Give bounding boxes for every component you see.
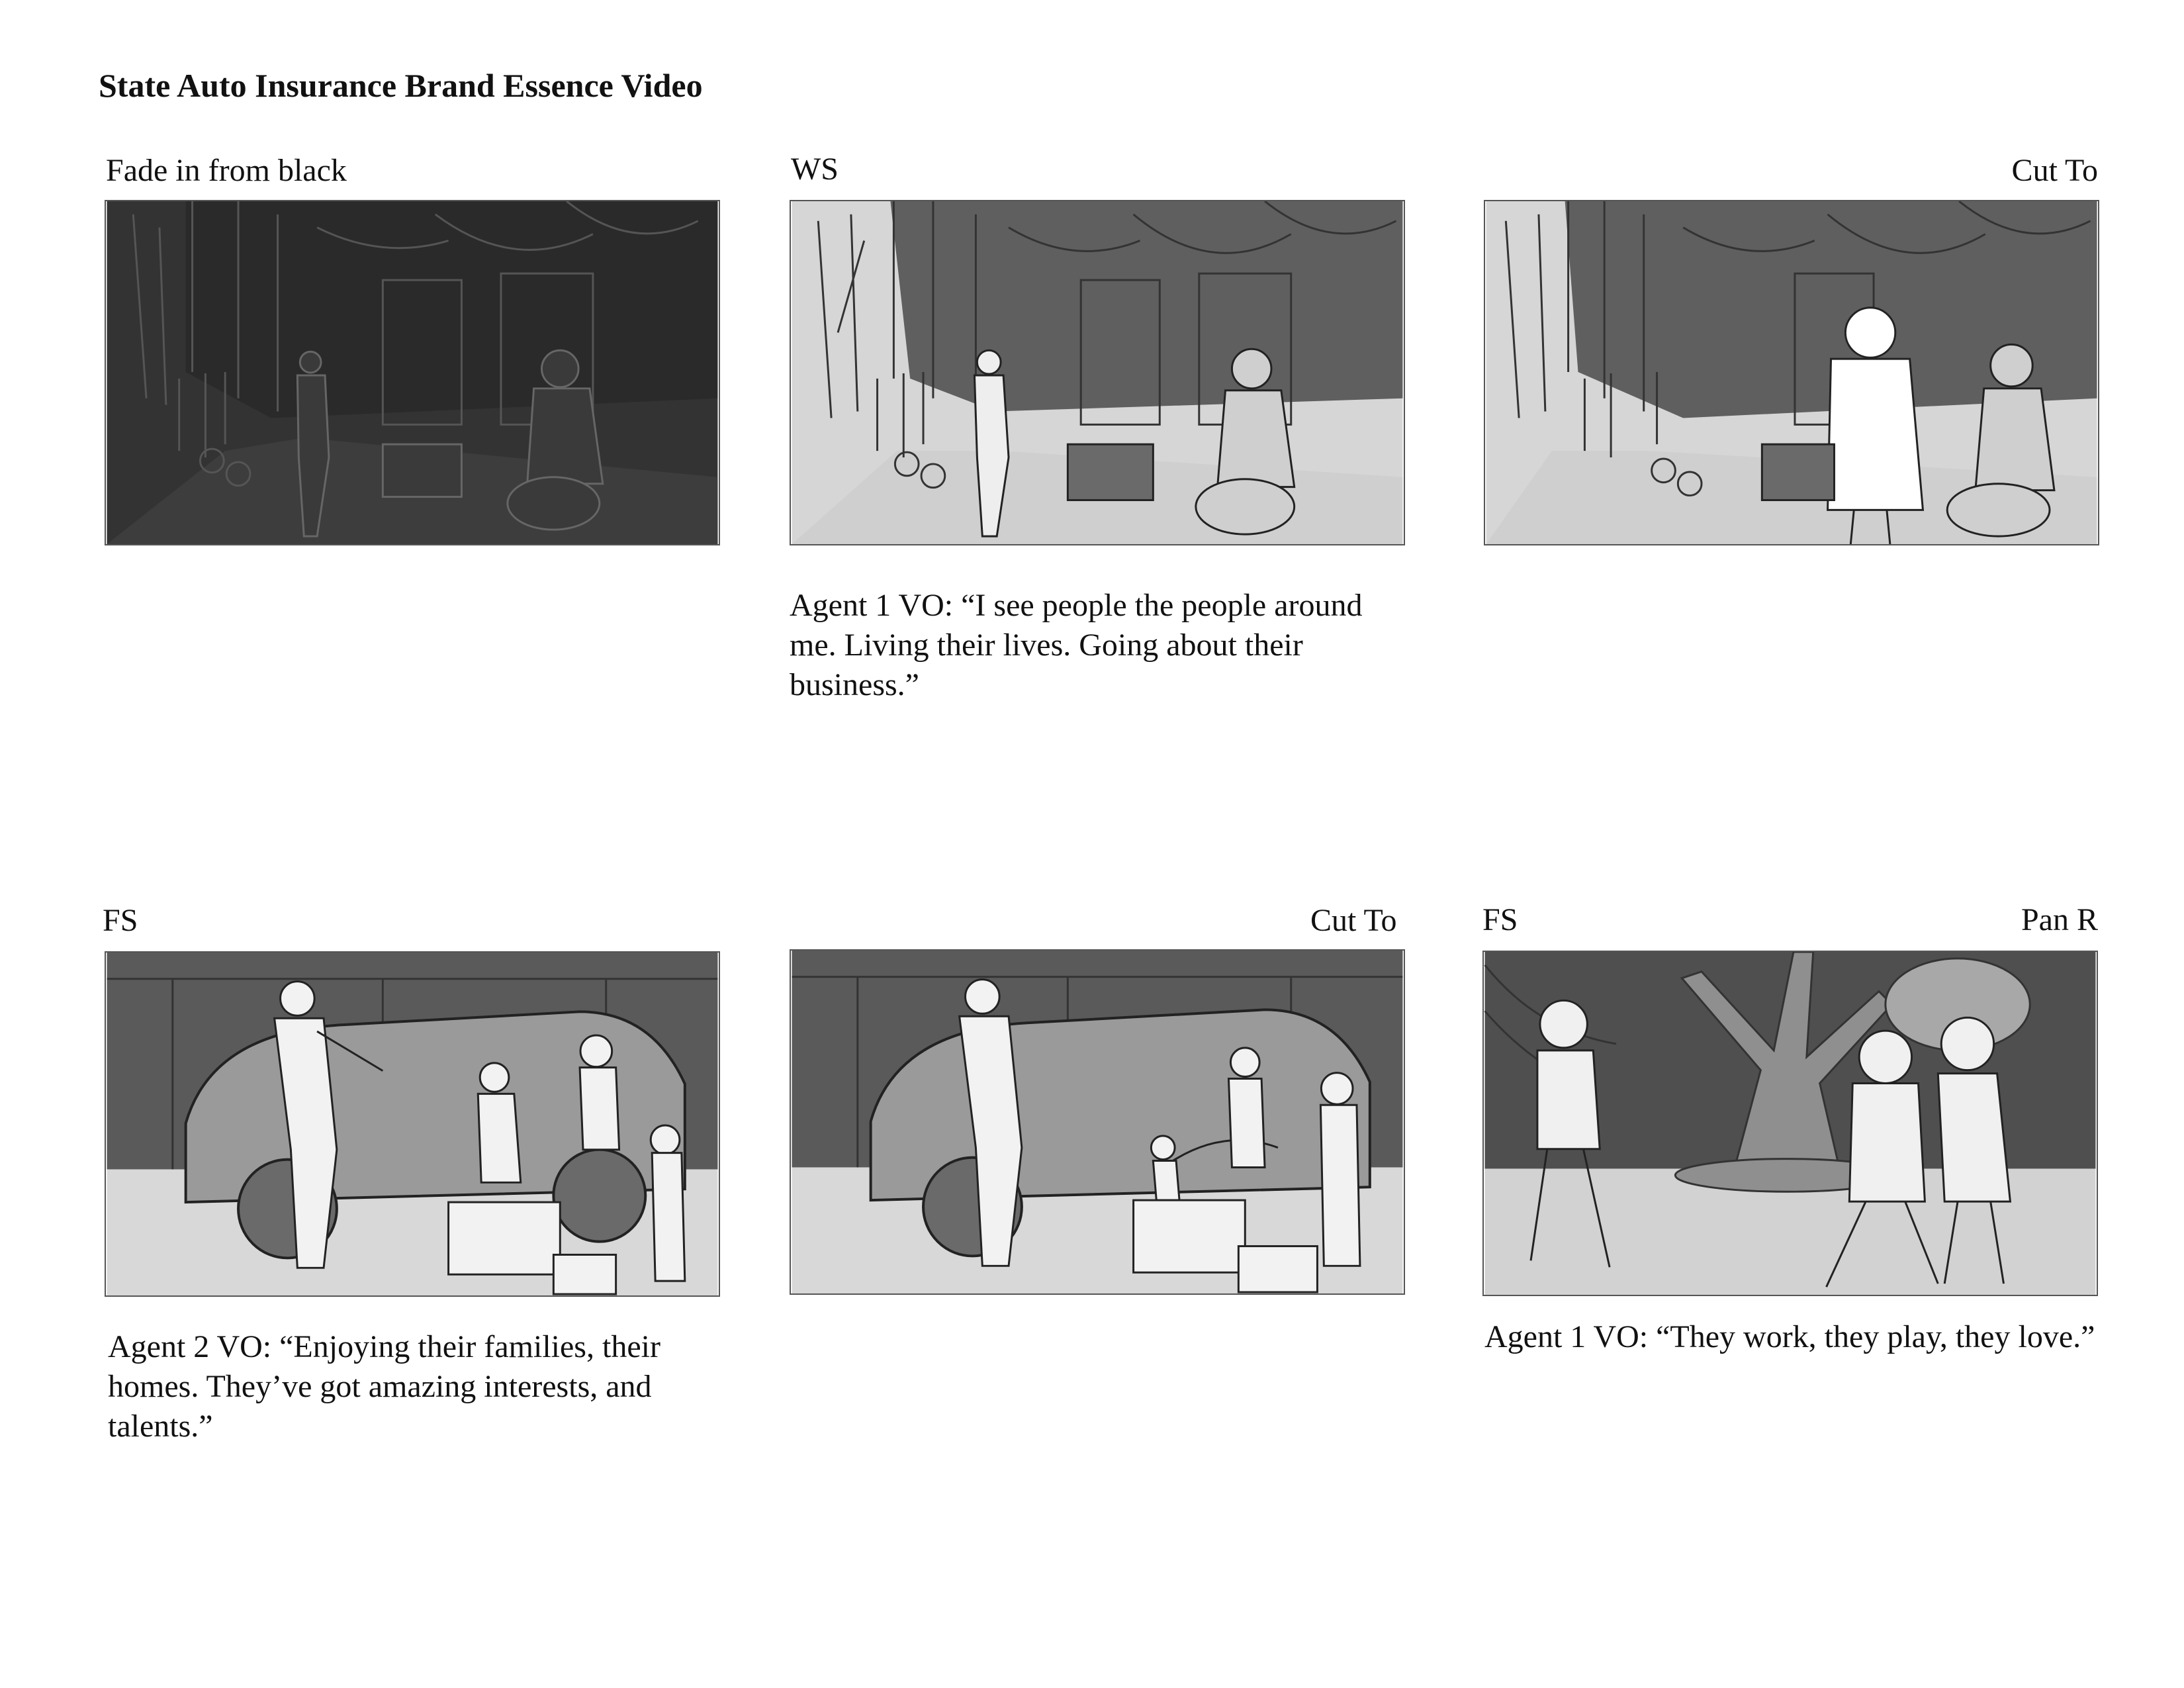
storyboard-frame-3 (1484, 200, 2099, 545)
frame-6-caption: Agent 1 VO: “They work, they play, they love.” (1484, 1319, 2095, 1354)
frame-1-transition-label: Fade in from black (106, 153, 347, 188)
man-and-woman-walking-illustration (1485, 201, 2098, 544)
frame-6-camera-move-label: Pan R (2021, 902, 2098, 937)
frame-2-caption: Agent 1 VO: “I see people the people around me. Living their lives. Going about their business.” (790, 588, 1363, 702)
frame-4-shot-label: FS (103, 903, 138, 938)
storyboard-frame-5 (790, 949, 1405, 1295)
document-title: State Auto Insurance Brand Essence Video (99, 67, 703, 104)
children-splashing-car-illustration (791, 951, 1404, 1293)
children-running-illustration (1484, 952, 2097, 1295)
storyboard-frame-2 (790, 200, 1405, 545)
frame-6-shot-label: FS (1482, 902, 1518, 937)
street-scene-dark-illustration (106, 201, 719, 544)
storyboard-frame-6 (1482, 951, 2098, 1296)
storyboard-frame-4 (105, 951, 720, 1297)
family-washing-car-illustration (106, 953, 719, 1295)
storyboard-frame-1 (105, 200, 720, 545)
frame-4-caption: Agent 2 VO: “Enjoying their families, their homes. They’ve got amazing interests, and talents.” (108, 1329, 660, 1444)
frame-2-shot-label: WS (791, 152, 839, 187)
frame-5-transition-label: Cut To (1310, 903, 1397, 938)
street-scene-illustration (791, 201, 1404, 544)
frame-3-transition-label: Cut To (2011, 153, 2098, 188)
